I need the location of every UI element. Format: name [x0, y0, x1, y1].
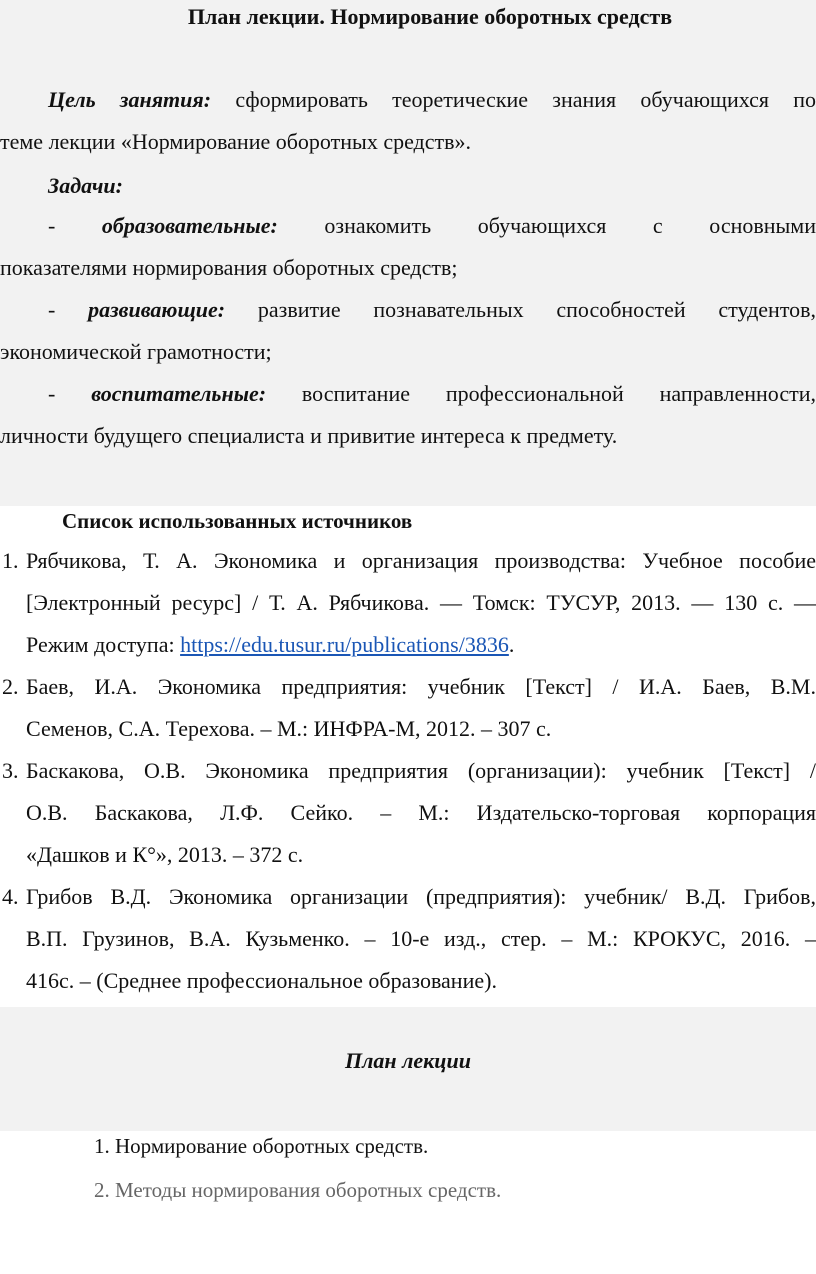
task-label: развивающие: [88, 297, 226, 322]
task-dash: - [48, 381, 56, 406]
goal-paragraph [0, 79, 816, 163]
source-number: 3. [2, 758, 19, 783]
task-label: образовательные: [101, 213, 278, 238]
task-text-line1: ознакомить обучающихся с основными [324, 213, 816, 238]
task-dash: - [48, 213, 56, 238]
goal-label: Цель занятия: [48, 87, 212, 112]
tasks-heading: Задачи: [48, 173, 123, 198]
task-label: воспитательные: [91, 381, 267, 406]
task-developing [0, 289, 816, 373]
task-text-line2: личности будущего специалиста и привитие интереса к предмету. [0, 423, 618, 448]
source-line: «Дашков и К°», 2013. – 372 с. [26, 842, 304, 867]
source-number: 1. [2, 548, 19, 573]
plan-heading: План лекции [344, 1048, 472, 1073]
sources-heading: Список использованных источников [62, 509, 413, 533]
goal-text-line2: теме лекции «Нормирование оборотных средств». [0, 129, 472, 154]
source-link[interactable]: https://edu.tusur.ru/publications/3836 [180, 632, 509, 657]
source-line: О.В. Баскакова, Л.Ф. Сейко. – М.: Издательско-торговая корпорация [26, 800, 816, 825]
source-number: 2. [2, 674, 19, 699]
plan-item: 2. Методы нормирования оборотных средств. [94, 1178, 502, 1202]
plan-item: 1. Нормирование оборотных средств. [94, 1134, 429, 1158]
task-educational [0, 205, 816, 289]
source-line: Семенов, С.А. Терехова. – М.: ИНФРА-М, 2012. – 307 с. [26, 716, 552, 741]
source-line: [Электронный ресурс] / Т. А. Рябчикова. — Томск: ТУСУР, 2013. — 130 с. — [26, 590, 816, 615]
page-title: План лекции. Нормирование оборотных средств [187, 4, 673, 29]
task-text-line1: воспитание профессиональной направленности, [301, 381, 816, 406]
source-line: Режим доступа: [26, 632, 181, 657]
task-text-line2: показателями нормирования оборотных средств; [0, 255, 458, 280]
source-number: 4. [2, 884, 19, 909]
source-line: 416с. – (Среднее профессиональное образование). [26, 968, 497, 993]
task-upbringing [0, 373, 816, 457]
source-line: Баев, И.А. Экономика предприятия: учебник [Текст] / И.А. Баев, В.М. [26, 674, 816, 699]
source-line: Грибов В.Д. Экономика организации (предприятия): учебник/ В.Д. Грибов, [26, 884, 816, 909]
source-line: В.П. Грузинов, В.А. Кузьменко. – 10-е изд., стер. – М.: КРОКУС, 2016. – [26, 926, 816, 951]
task-text-line1: развитие познавательных способностей студентов, [257, 297, 816, 322]
goal-text-line1: сформировать теоретические знания обучающихся по [235, 87, 816, 112]
source-line: Рябчикова, Т. А. Экономика и организация производства: Учебное пособие [26, 548, 816, 573]
task-text-line2: экономической грамотности; [0, 339, 272, 364]
source-line: Баскакова, О.В. Экономика предприятия (организации): учебник [Текст] / [26, 758, 816, 783]
task-dash: - [48, 297, 56, 322]
source-line-end: . [508, 632, 515, 657]
